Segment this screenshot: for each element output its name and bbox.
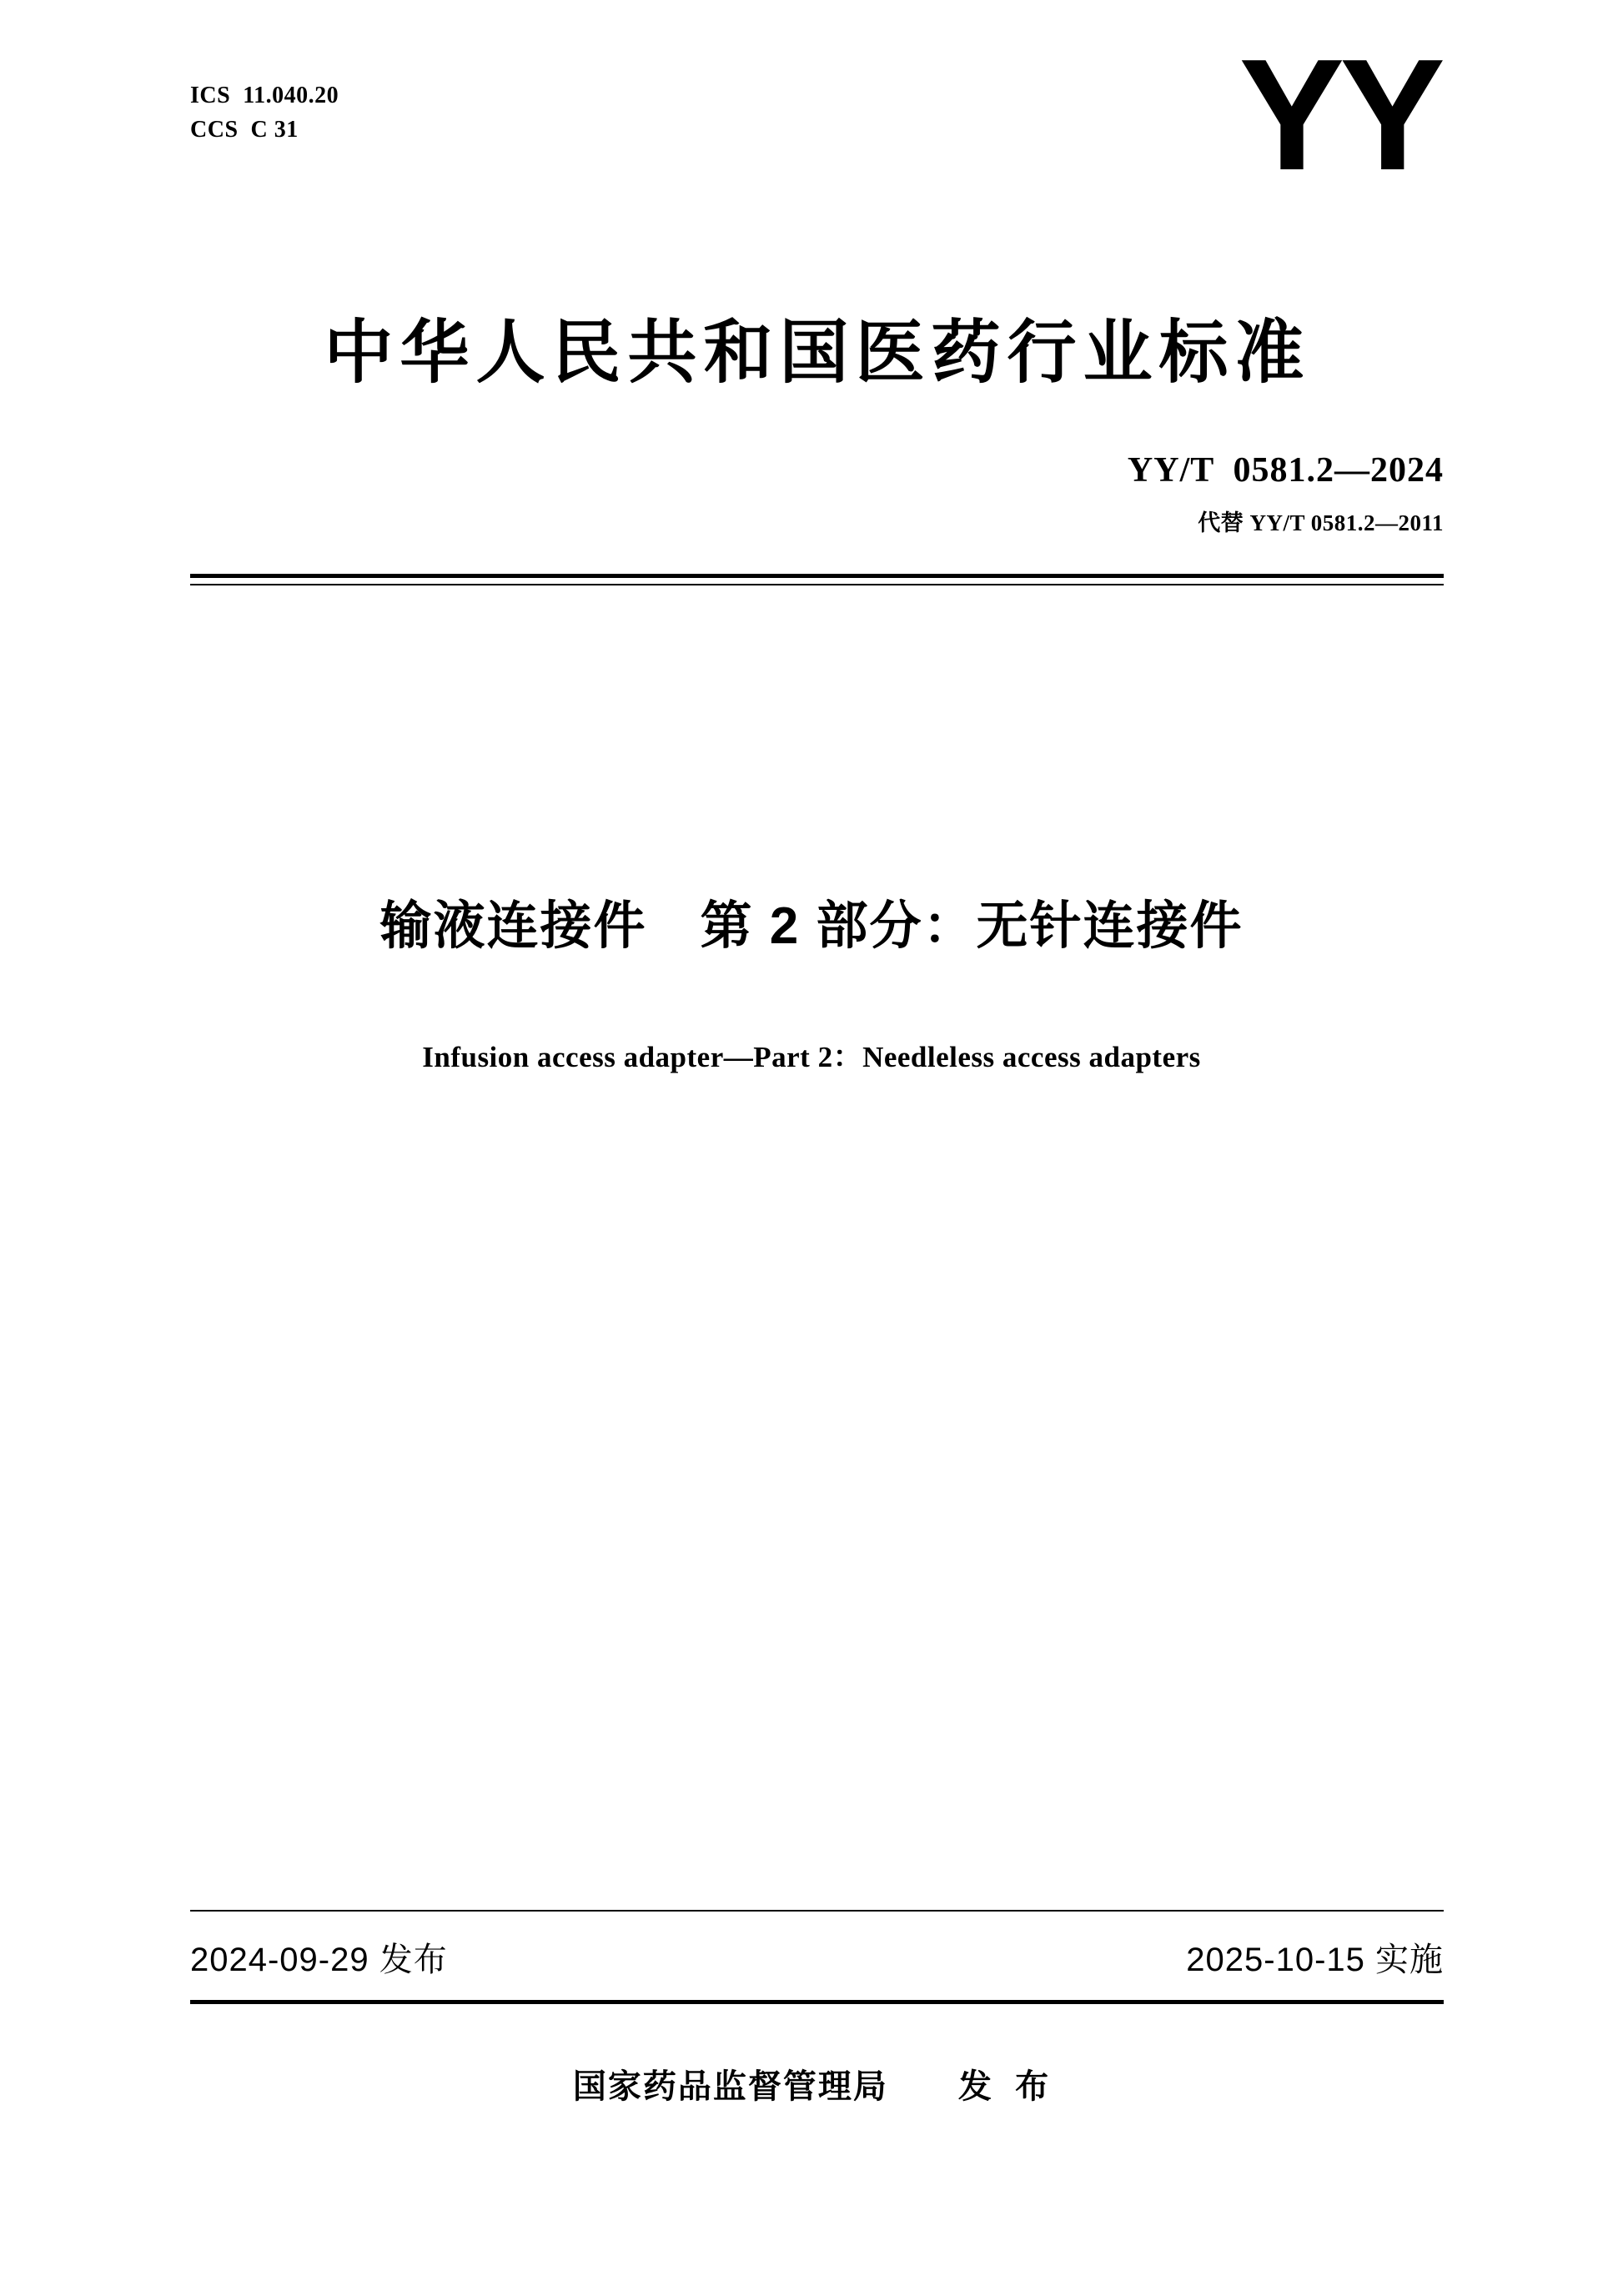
issuing-authority: 国家药品监督管理局 发 布 xyxy=(572,2068,1051,2105)
effective-date: 2025-10-15 实施 xyxy=(1186,1942,1444,1978)
ics-code: ICS 11.040.20 xyxy=(190,83,339,108)
standard-replaces: 代替 YY/T 0581.2—2011 xyxy=(1198,510,1444,535)
header-rule-thick xyxy=(190,574,1444,578)
standard-number: YY/T 0581.2—2024 xyxy=(1127,451,1444,490)
header-row xyxy=(190,27,1444,203)
document-title-english: Infusion access adapter—Part 2：Needleless access adapters xyxy=(422,1041,1201,1073)
header-rule-thin xyxy=(190,584,1444,585)
ics-block xyxy=(190,79,339,147)
ccs-code: CCS C 31 xyxy=(190,116,299,143)
issue-date: 2024-09-29 发布 xyxy=(190,1942,448,1978)
yy-logo: YY xyxy=(1239,27,1440,203)
document-title-chinese: 输液连接件 第 2 部分：无针连接件 xyxy=(379,897,1244,955)
national-standard-title: 中华人民共和国医药行业标准 xyxy=(324,314,1311,391)
footer-dates xyxy=(190,1933,1444,1981)
footer-rule-thick xyxy=(190,2000,1444,2004)
footer-rule-thin xyxy=(190,1910,1444,1912)
